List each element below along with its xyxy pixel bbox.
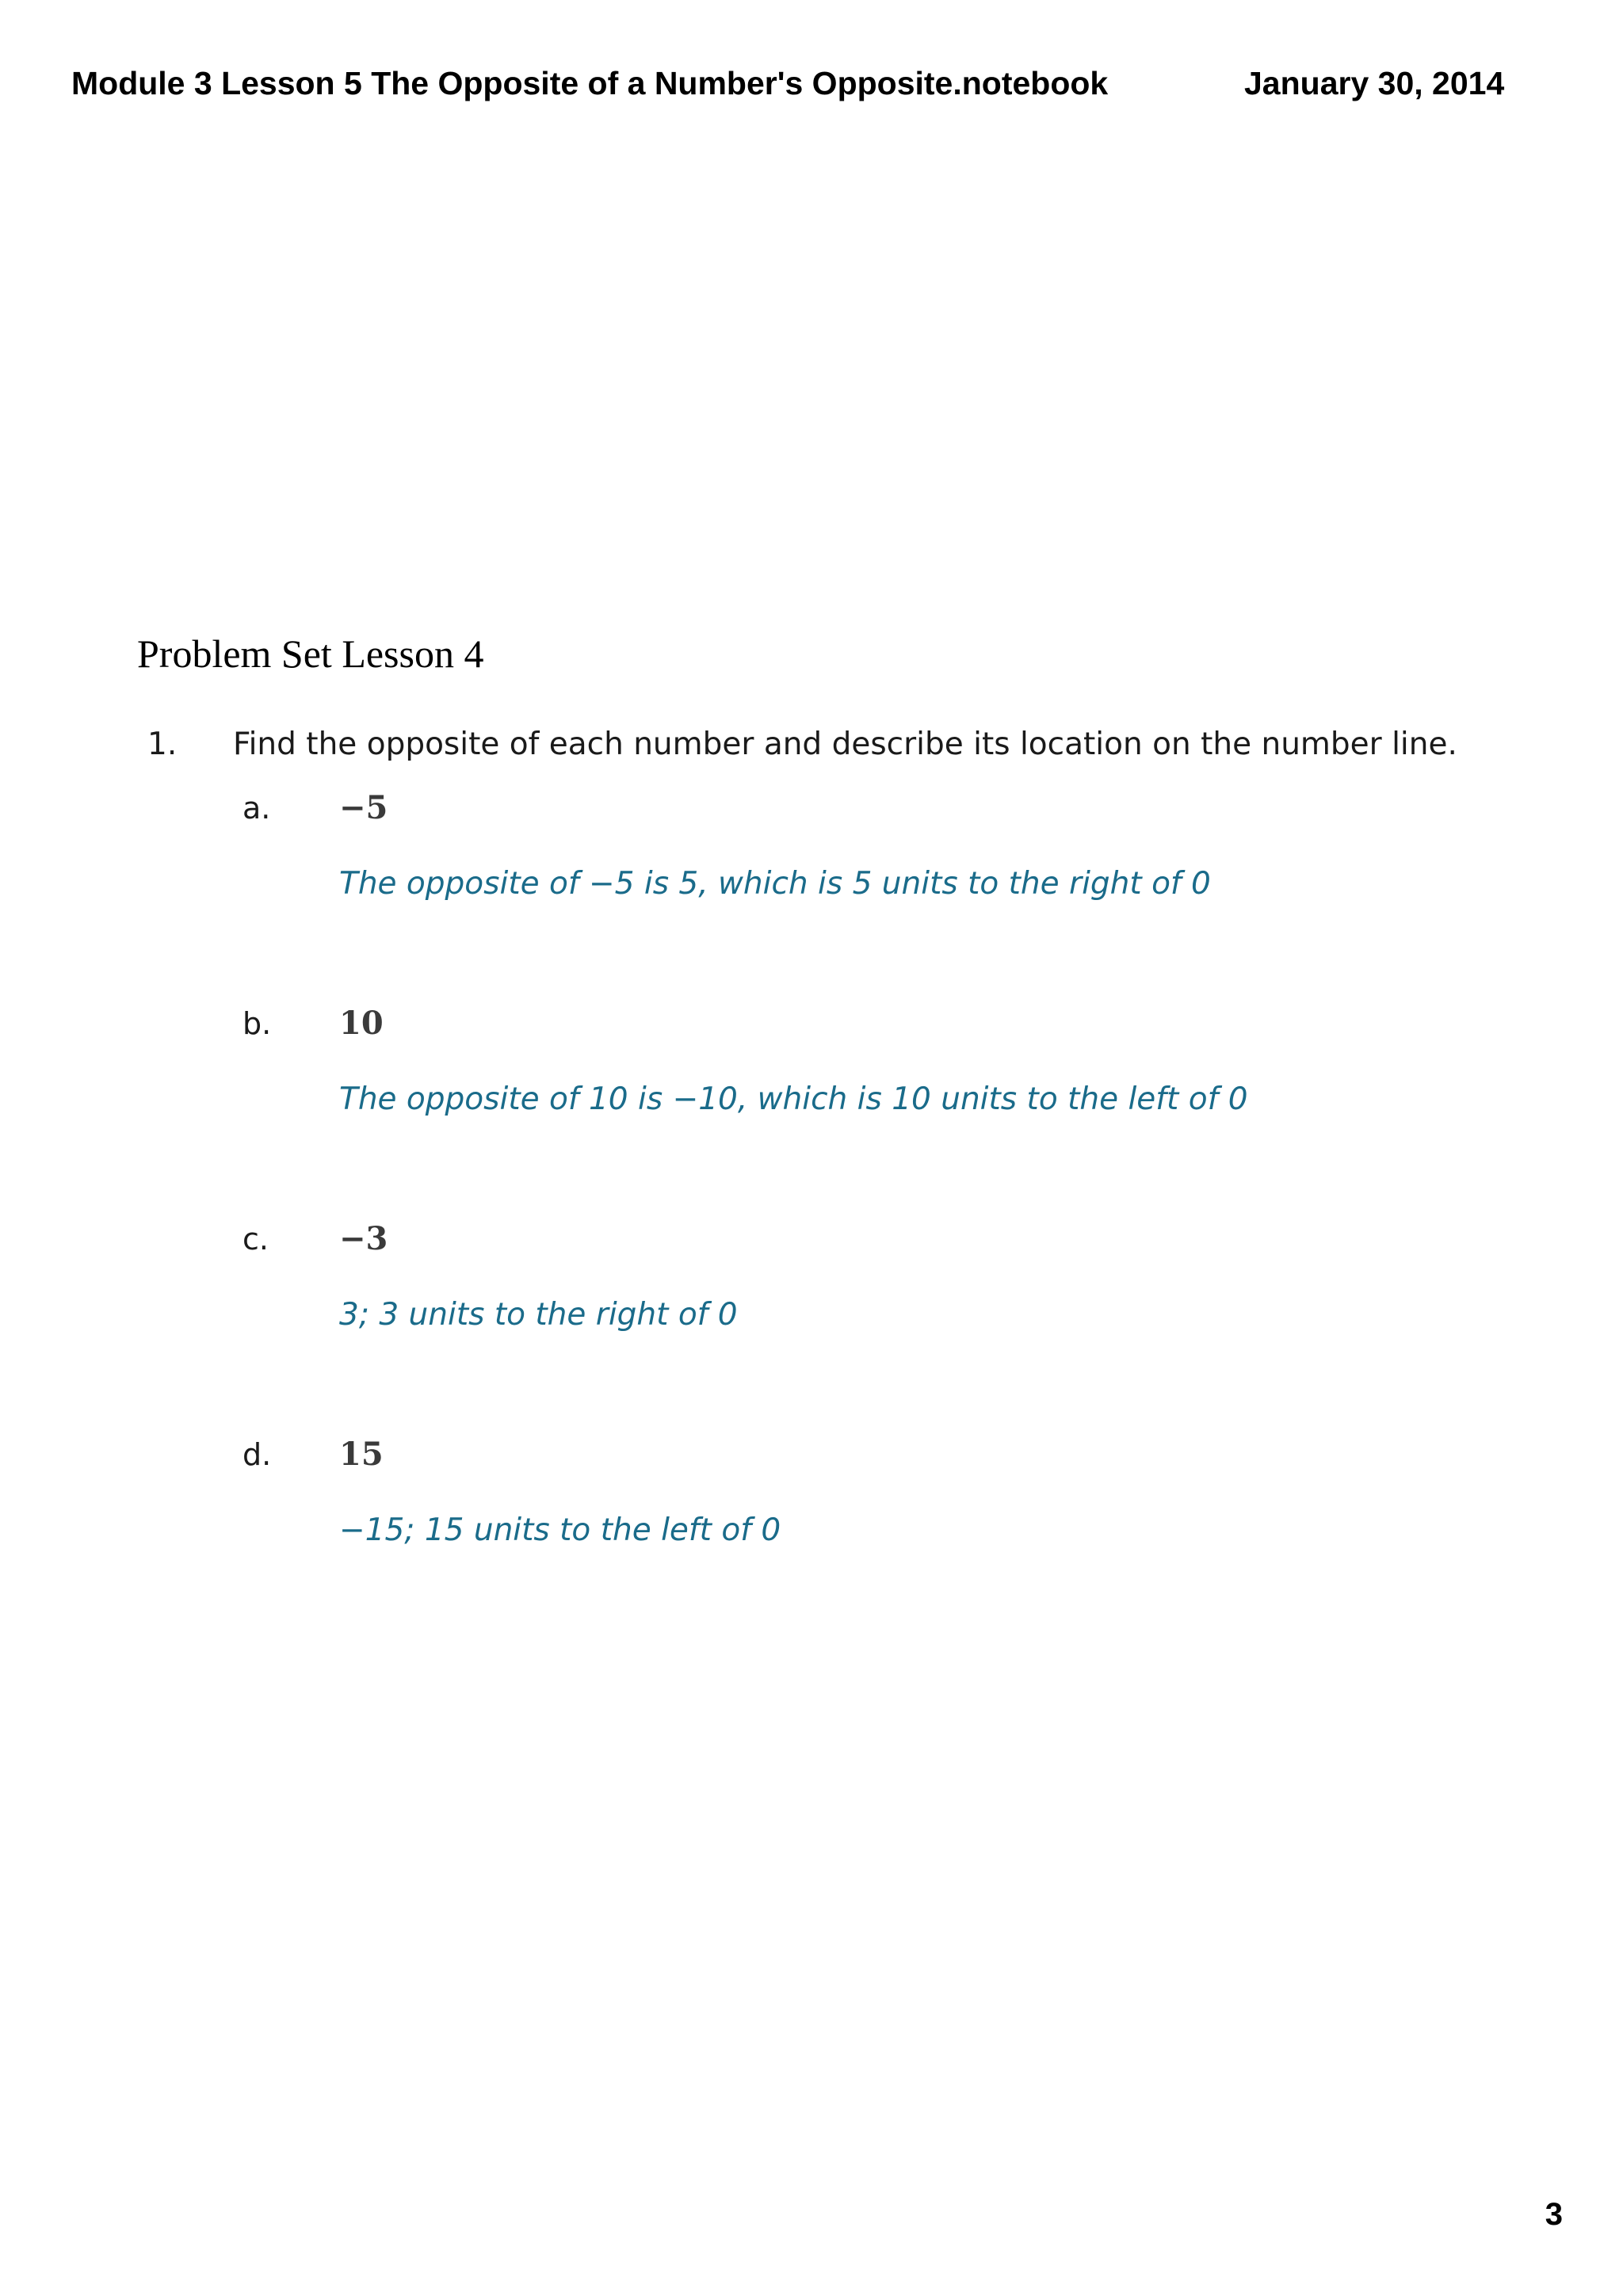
part-answer: −15; 15 units to the left of 0 [339, 1512, 781, 1548]
part-label: b. [242, 1006, 272, 1041]
problem-number: 1. [147, 727, 178, 762]
notebook-title: Module 3 Lesson 5 The Opposite of a Number's Opposite.notebook [71, 65, 1109, 101]
part-value: 15 [339, 1436, 384, 1473]
section-title: Problem Set Lesson 4 [137, 631, 484, 676]
part-value: 10 [339, 1005, 384, 1042]
part-value: −3 [339, 1220, 388, 1257]
part-answer: 3; 3 units to the right of 0 [339, 1297, 738, 1333]
part-label: c. [242, 1222, 269, 1257]
part-label: d. [242, 1437, 272, 1472]
part-answer: The opposite of 10 is −10, which is 10 units to the left of 0 [339, 1081, 1248, 1117]
problem-prompt: Find the opposite of each number and describe its location on the number line. [233, 727, 1457, 762]
part-answer: The opposite of −5 is 5, which is 5 units to the right of 0 [339, 866, 1211, 902]
part-label: a. [242, 791, 271, 826]
page-date: January 30, 2014 [1244, 65, 1505, 101]
part-value: −5 [339, 789, 388, 826]
page-number: 3 [1545, 2197, 1563, 2232]
